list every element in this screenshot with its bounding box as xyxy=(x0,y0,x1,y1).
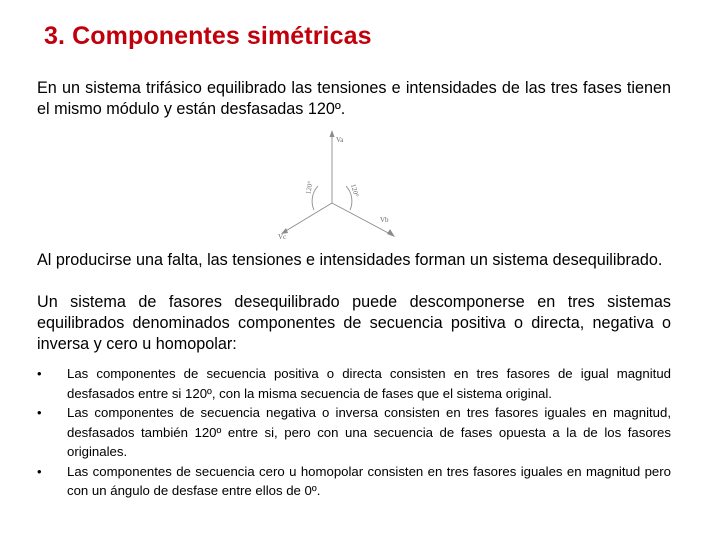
phasor-vc-line xyxy=(284,203,332,232)
fault-paragraph: Al producirse una falta, las tensiones e intensidades forman un sistema desequilibrado. xyxy=(37,251,663,269)
label-angle-left: 120° xyxy=(304,180,315,195)
list-item xyxy=(37,462,671,501)
intro-paragraph: En un sistema trifásico equilibrado las tensiones e intensidades de las tres fases tienen el mismo módulo y están desfasadas 120º. xyxy=(37,79,671,118)
decomposition-paragraph: Un sistema de fasores desequilibrado puede descomponerse en tres sistemas equilibrados denominados componentes de secuencia positiva o directa, negativa o inversa y cero u homopolar: xyxy=(37,293,671,353)
arrow-vb xyxy=(387,229,395,237)
bullet-icon: • xyxy=(37,463,42,479)
list-item-text: Las componentes de secuencia positiva o directa consisten en tres fasores de igual magnitud desfasados entre si 120º, con la misma secuencia de fases que el sistema original. xyxy=(67,366,671,401)
list-item xyxy=(37,403,671,462)
page-title: 3. Componentes simétricas xyxy=(44,22,372,50)
list-item-text: Las componentes de secuencia cero u homopolar consisten en tres fasores iguales en magnitud pero con un ángulo de desfase entre ellos de 0º. xyxy=(67,463,671,498)
bullet-icon: • xyxy=(37,366,42,381)
list-item-text: Las componentes de secuencia negativa o inversa consisten en tres fasores iguales en magnitud, desfasados también 120º entre si, pero con una secuencia de fases opuesta a la de los fasores originales. xyxy=(67,405,671,459)
label-angle-right: 120° xyxy=(349,183,361,199)
phasor-diagram xyxy=(270,128,420,240)
bullet-icon: • xyxy=(37,405,42,420)
label-vc: Vc xyxy=(278,233,287,240)
sequence-components-list xyxy=(37,364,671,501)
label-vb: Vb xyxy=(380,216,389,224)
list-item xyxy=(37,364,671,403)
arrow-va xyxy=(330,130,335,137)
label-va: Va xyxy=(336,136,344,144)
